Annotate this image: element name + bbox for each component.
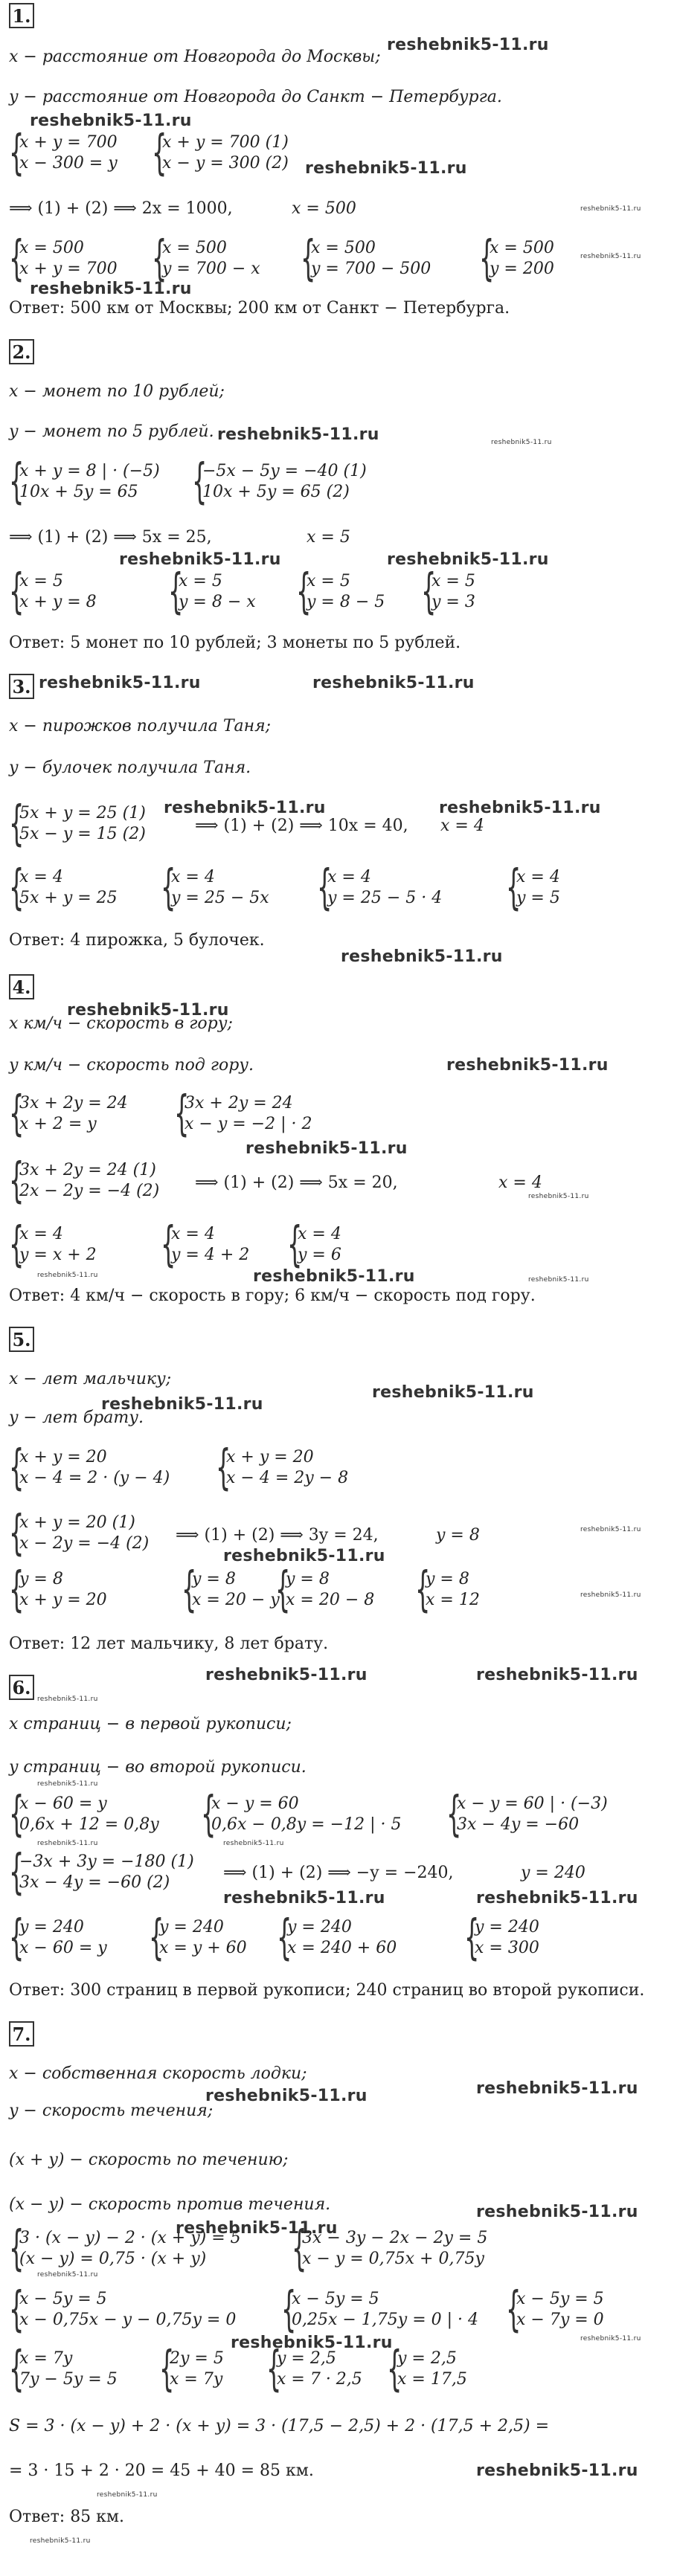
section-number-7: 7. — [9, 2021, 34, 2047]
watermark: reshebnik5-11.ru — [476, 2079, 638, 2098]
watermark: reshebnik5-11.ru — [446, 1056, 609, 1075]
s7-system-e3: { x − 5y = 5 x − 7y = 0 — [506, 2282, 604, 2337]
s1-system-d3: { x = 500 y = 700 − 500 — [301, 231, 431, 286]
s5-system-e: { x + y = 20 (1) x − 2y = −4 (2) — [9, 1506, 150, 1561]
watermark: reshebnik5-11.ru — [476, 2203, 638, 2221]
watermark: reshebnik5-11.ru — [476, 1666, 638, 1684]
s2-system-d3: { x = 5 y = 8 − 5 — [296, 564, 385, 619]
s7-answer: Ответ: 85 км. — [9, 2508, 125, 2526]
watermark: reshebnik5-11.ru — [217, 425, 379, 444]
watermark: reshebnik5-11.ru — [476, 1889, 638, 1907]
watermark-small: reshebnik5-11.ru — [580, 1591, 641, 1599]
watermark-small: reshebnik5-11.ru — [580, 253, 641, 260]
section-number-1: 1. — [9, 3, 34, 28]
s1-system-d1: { x = 500 x + y = 700 — [9, 231, 118, 286]
section-number-2: 2. — [9, 339, 34, 364]
section-number-5: 5. — [9, 1327, 34, 1352]
s4-system-d2: { x = 4 y = 4 + 2 — [161, 1217, 250, 1272]
watermark-small: reshebnik5-11.ru — [528, 1193, 589, 1200]
s6-system-d1: { y = 240 x − 60 = y — [9, 1910, 107, 1965]
s3-system-d4: { x = 4 y = 5 — [506, 860, 560, 915]
s1-step: ⟹ (1) + (2) ⟹ 2x = 1000, — [9, 199, 233, 218]
s5-system-d4: { y = 8 x = 12 — [415, 1562, 480, 1617]
watermark: reshebnik5-11.ru — [341, 947, 503, 966]
watermark-small: reshebnik5-11.ru — [580, 2335, 641, 2342]
watermark: reshebnik5-11.ru — [119, 550, 281, 569]
section-number-6: 6. — [9, 1675, 34, 1700]
s2-step: ⟹ (1) + (2) ⟹ 5x = 25, — [9, 528, 212, 547]
watermark-small: reshebnik5-11.ru — [580, 1526, 641, 1533]
watermark: reshebnik5-11.ru — [205, 1666, 368, 1684]
s4-system-a: { 3x + 2y = 24 x + 2 = y — [9, 1086, 128, 1142]
s4-system-d3: { x = 4 y = 6 — [287, 1217, 341, 1272]
s6-system-a: { x − 60 = y 0,6x + 12 = 0,8y — [9, 1787, 159, 1842]
watermark-small: reshebnik5-11.ru — [37, 1696, 98, 1703]
section-number-3: 3. — [9, 674, 34, 699]
watermark: reshebnik5-11.ru — [372, 1383, 534, 1402]
watermark-small: reshebnik5-11.ru — [528, 1276, 589, 1284]
s3-step: ⟹ (1) + (2) ⟹ 10x = 40, — [195, 817, 408, 835]
s7-distance-line-2: = 3 · 15 + 2 · 20 = 45 + 40 = 85 км. — [9, 2461, 314, 2480]
s7-system-a: { 3 · (x − y) − 2 · (x + y) = 5 (x − y) = 0,75 · (x + y) — [9, 2221, 241, 2276]
s4-step: ⟹ (1) + (2) ⟹ 5x = 20, — [195, 1173, 398, 1192]
watermark: reshebnik5-11.ru — [476, 2461, 638, 2480]
watermark: reshebnik5-11.ru — [30, 280, 192, 298]
s7-system-b: { 3x − 3y − 2x − 2y = 5 x − y = 0,75x + 0,75y — [292, 2221, 488, 2276]
s7-system-e1: { x − 5y = 5 x − 0,75x − y − 0,75y = 0 — [9, 2282, 237, 2337]
watermark: reshebnik5-11.ru — [439, 799, 601, 817]
watermark: reshebnik5-11.ru — [176, 2219, 338, 2238]
s3-system-d3: { x = 4 y = 25 − 5 · 4 — [317, 860, 443, 915]
s3-system-d2: { x = 4 y = 25 − 5x — [161, 860, 269, 915]
s3-step-result: x = 4 — [440, 817, 484, 835]
s6-step-result: y = 240 — [521, 1864, 585, 1882]
watermark: reshebnik5-11.ru — [253, 1267, 415, 1286]
s2-system-d4: { x = 5 y = 3 — [421, 564, 475, 619]
s7-system-d3: { y = 2,5 x = 7 · 2,5 — [266, 2342, 362, 2397]
s1-line-2: y − расстояние от Новгорода до Санкт − Петербурга. — [9, 88, 502, 106]
s6-line-2: y страниц − во второй рукописи. — [9, 1758, 307, 1777]
s5-line-2: y − лет брату. — [9, 1408, 144, 1427]
s1-system-d4: { x = 500 y = 200 — [479, 231, 554, 286]
watermark-small: reshebnik5-11.ru — [37, 2271, 98, 2279]
s2-system-b: { −5x − 5y = −40 (1) 10x + 5y = 65 (2) — [192, 454, 367, 509]
s5-step-result: y = 8 — [436, 1526, 480, 1545]
s2-system-d1: { x = 5 x + y = 8 — [9, 564, 97, 619]
s6-answer: Ответ: 300 страниц в первой рукописи; 240 страниц во второй рукописи. — [9, 1981, 645, 2000]
s3-system-d1: { x = 4 5x + y = 25 — [9, 860, 118, 915]
s4-system-d1: { x = 4 y = x + 2 — [9, 1217, 97, 1272]
s2-system-d2: { x = 5 y = 8 − x — [168, 564, 256, 619]
s3-line-1: x − пирожков получила Таня; — [9, 717, 272, 735]
watermark-small: reshebnik5-11.ru — [37, 1840, 98, 1847]
s5-system-d1: { y = 8 x + y = 20 — [9, 1562, 107, 1617]
s5-step: ⟹ (1) + (2) ⟹ 3y = 24, — [176, 1526, 379, 1545]
watermark: reshebnik5-11.ru — [205, 2087, 368, 2105]
watermark: reshebnik5-11.ru — [231, 2334, 393, 2352]
watermark-small: reshebnik5-11.ru — [37, 1272, 98, 1279]
s7-system-d4: { y = 2,5 x = 17,5 — [387, 2342, 467, 2397]
s2-line-2: y − монет по 5 рублей. — [9, 422, 214, 441]
s4-answer: Ответ: 4 км/ч − скорость в гору; 6 км/ч − скорость под гору. — [9, 1287, 536, 1305]
watermark-small: reshebnik5-11.ru — [491, 439, 552, 446]
watermark: reshebnik5-11.ru — [101, 1395, 263, 1414]
watermark: reshebnik5-11.ru — [246, 1139, 408, 1158]
watermark: reshebnik5-11.ru — [39, 674, 201, 692]
watermark-small: reshebnik5-11.ru — [223, 1840, 284, 1847]
s7-line-2: y − скорость течения; — [9, 2102, 214, 2120]
s1-answer: Ответ: 500 км от Москвы; 200 км от Санкт − Петербурга. — [9, 299, 510, 318]
s7-system-d2: { 2y = 5 x = 7y — [159, 2342, 224, 2397]
watermark-small: reshebnik5-11.ru — [580, 205, 641, 213]
s5-system-b: { x + y = 20 x − 4 = 2y − 8 — [216, 1440, 349, 1495]
section-number-4: 4. — [9, 974, 34, 999]
s5-system-d3: { y = 8 x = 20 − 8 — [275, 1562, 375, 1617]
s7-line-4: (x − y) − скорость против течения. — [9, 2195, 331, 2214]
watermark: reshebnik5-11.ru — [30, 112, 192, 130]
s6-system-e: { −3x + 3y = −180 (1) 3x − 4y = −60 (2) — [9, 1845, 194, 1900]
s6-system-d2: { y = 240 x = y + 60 — [149, 1910, 247, 1965]
s5-answer: Ответ: 12 лет мальчику, 8 лет брату. — [9, 1635, 329, 1653]
s4-system-e: { 3x + 2y = 24 (1) 2x − 2y = −4 (2) — [9, 1153, 160, 1208]
s1-system-b: { x + y = 700 (1) x − y = 300 (2) — [152, 126, 289, 181]
s6-system-b2: { x − y = 60 | · (−3) 3x − 4y = −60 — [446, 1787, 608, 1842]
s7-line-1: x − собственная скорость лодки; — [9, 2064, 307, 2083]
s5-line-1: x − лет мальчику; — [9, 1370, 172, 1388]
s2-step-result: x = 5 — [307, 528, 350, 547]
watermark: reshebnik5-11.ru — [67, 1001, 229, 1020]
s3-system-a: { 5x + y = 25 (1) 5x − y = 15 (2) — [9, 796, 146, 851]
watermark: reshebnik5-11.ru — [223, 1889, 385, 1907]
watermark: reshebnik5-11.ru — [312, 674, 475, 692]
s6-line-1: x страниц − в первой рукописи; — [9, 1715, 292, 1733]
s4-system-b: { 3x + 2y = 24 x − y = −2 | · 2 — [174, 1086, 312, 1142]
s3-line-2: y − булочек получила Таня. — [9, 759, 251, 777]
s6-system-d4: { y = 240 x = 300 — [464, 1910, 539, 1965]
s6-system-d3: { y = 240 x = 240 + 60 — [277, 1910, 397, 1965]
watermark-small: reshebnik5-11.ru — [37, 1780, 98, 1788]
s6-step: ⟹ (1) + (2) ⟹ −y = −240, — [223, 1864, 454, 1882]
s7-system-d1: { x = 7y 7y − 5y = 5 — [9, 2342, 118, 2397]
s1-line-1: x − расстояние от Новгорода до Москвы; — [9, 48, 381, 66]
s7-line-3: (x + y) − скорость по течению; — [9, 2151, 289, 2169]
s2-system-a: { x + y = 8 | · (−5) 10x + 5y = 65 — [9, 454, 160, 509]
watermark: reshebnik5-11.ru — [387, 36, 549, 54]
s6-system-b: { x − y = 60 0,6x − 0,8y = −12 | · 5 — [201, 1787, 402, 1842]
s3-answer: Ответ: 4 пирожка, 5 булочек. — [9, 931, 265, 950]
s4-step-result: x = 4 — [498, 1173, 542, 1192]
s1-system-d2: { x = 500 y = 700 − x — [152, 231, 260, 286]
s5-system-a: { x + y = 20 x − 4 = 2 · (y − 4) — [9, 1440, 170, 1495]
s7-system-e2: { x − 5y = 5 0,25x − 1,75y = 0 | · 4 — [281, 2282, 479, 2337]
s5-system-d2: { y = 8 x = 20 − y — [182, 1562, 280, 1617]
s2-line-1: x − монет по 10 рублей; — [9, 382, 225, 401]
s1-step-result: x = 500 — [292, 199, 356, 218]
s4-line-1: x км/ч − скорость в гору; — [9, 1014, 233, 1033]
watermark: reshebnik5-11.ru — [223, 1547, 385, 1565]
s7-distance-line-1: S = 3 · (x − y) + 2 · (x + y) = 3 · (17,5 − 2,5) + 2 · (17,5 + 2,5) = — [9, 2417, 550, 2435]
watermark: reshebnik5-11.ru — [164, 799, 326, 817]
watermark-small: reshebnik5-11.ru — [30, 2537, 91, 2545]
watermark: reshebnik5-11.ru — [387, 550, 549, 569]
watermark-small: reshebnik5-11.ru — [97, 2491, 158, 2499]
s1-system-a: { x + y = 700 x − 300 = y — [9, 126, 118, 181]
watermark: reshebnik5-11.ru — [305, 159, 467, 178]
s4-line-2: y км/ч − скорость под гору. — [9, 1056, 254, 1075]
s2-answer: Ответ: 5 монет по 10 рублей; 3 монеты по 5 рублей. — [9, 634, 461, 652]
